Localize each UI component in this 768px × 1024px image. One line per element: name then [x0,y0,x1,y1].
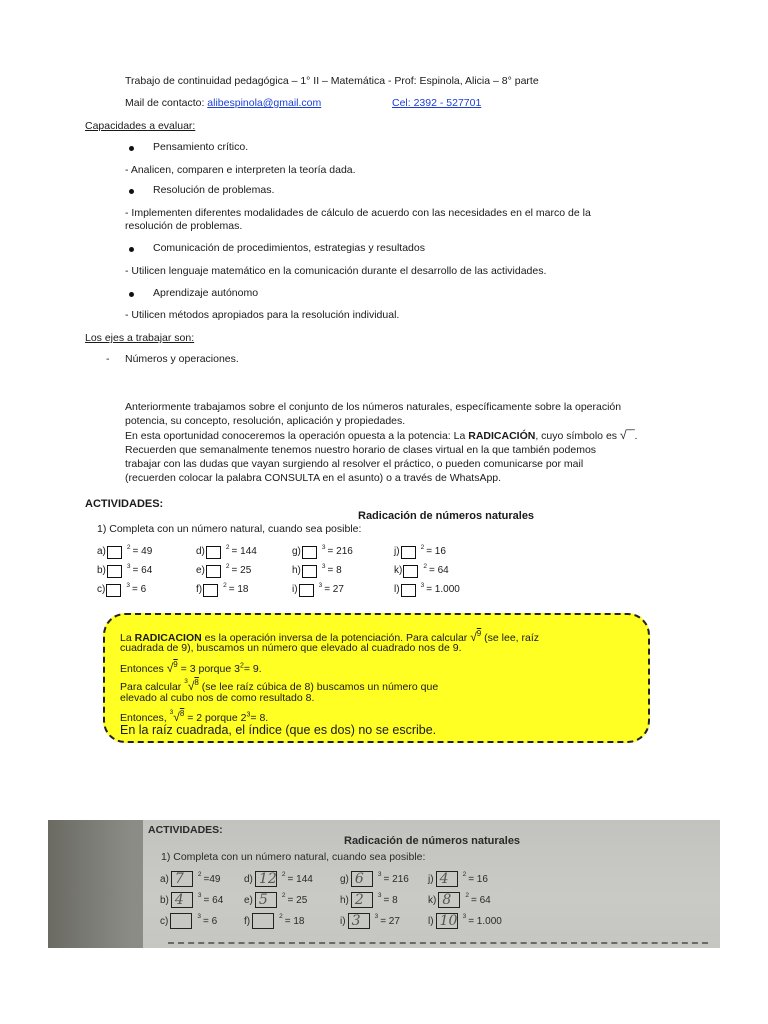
exercise-label: k) [428,895,437,906]
handwritten-answer: 2 [354,892,364,909]
intro-line: En esta oportunidad conoceremos la operación opuesta a la potencia: La RADICACIÓN, cuyo símbolo es √‾‾. [125,428,638,442]
photo-exercise-item [340,887,398,909]
exercise-label: d) [244,874,253,885]
photo-exercise-item [340,908,400,930]
exponent: 3 [126,563,131,570]
exercise-result: = 1.000 [426,584,460,596]
exercise-result: = 16 [468,874,488,885]
sqrt-9-symbol: √$^9$ [166,660,178,675]
cbrt-8-symbol: $^3$√$^8$ [169,709,185,724]
exponent: 3 [377,871,382,878]
capacidades-title: Capacidades a evaluar: [85,120,196,132]
exercise-item [196,579,249,596]
exercise-label: d) [196,546,205,558]
exercise-label: c) [160,916,169,927]
exercise-result: = 64 [132,565,153,577]
exponent: 2 [465,892,469,899]
exercise-item [196,541,257,558]
exercise-item [394,560,449,577]
intro-line: (recuerden colocar la palabra CONSULTA en el asunto) o a través de WhatsApp. [125,472,502,484]
answer-box[interactable] [206,565,221,578]
exponent: 3 [197,913,201,920]
photo-instruction: 1) Completa con un número natural, cuando sea posible: [161,851,426,863]
exercise-item [97,579,147,596]
exponent: 3 [462,913,467,920]
bullet [129,247,134,252]
photo-exercise-item [428,866,488,888]
handwritten-answer: 3 [351,913,361,930]
exercise-result: = 27 [324,584,344,596]
exercise-result: = 64 [203,895,224,906]
exercise-label: i) [340,916,346,927]
exercise-result: = 49 [132,546,153,558]
exercise-label: l) [394,584,400,596]
handwritten-answer-box [351,871,373,887]
exercise-result: = 144 [287,874,313,885]
photo-title: ACTIVIDADES: [148,824,223,836]
photo-subtitle: Radicación de números naturales [344,835,521,847]
exercise-label: f) [196,584,203,596]
exercise-result: = 16 [426,546,446,558]
handwritten-answer: 10 [439,913,458,930]
answer-box[interactable] [106,584,121,597]
capacidad-3-detail: - Utilicen lenguaje matemático en la comunicación durante el desarrollo de las actividades. [125,265,547,277]
capacidad-1: Pensamiento crítico. [153,141,249,153]
capacidad-2: Resolución de problemas. [153,184,275,196]
exponent: 2 [225,544,230,551]
answer-box[interactable] [299,584,314,597]
answer-box[interactable] [107,546,122,559]
handwritten-answer-box [171,892,193,908]
ejes-title: Los ejes a trabajar son: [85,332,195,344]
exercise-item [97,541,153,558]
root-symbol: √‾‾ [619,428,635,442]
answer-box[interactable] [302,565,317,578]
bullet [129,146,134,151]
sqrt-9-symbol: √$^9$ [470,629,482,644]
phone-link[interactable]: Cel: 2392 - 527701 [392,97,482,109]
exercise-label: j) [428,874,434,885]
exercise-label: h) [292,565,301,577]
exercise-result: = 64 [428,565,449,577]
exercise-label: c) [97,584,106,596]
exponent: 2 [279,913,283,920]
note-line: elevado al cubo nos de como resultado 8. [120,692,315,704]
handwritten-answer: 8 [442,892,452,909]
photo-exercise-item [244,908,304,926]
exercise-item [292,579,344,596]
exponent: 3 [126,582,130,589]
exponent: 2 [225,563,230,570]
answer-box[interactable] [401,584,416,597]
exponent: 3 [318,582,323,589]
ejes-dash: - [106,353,110,365]
exercise-label: a) [160,874,169,885]
mail-label: Mail de contacto: [125,97,208,109]
handwritten-answer-box [438,892,460,908]
answer-box[interactable] [206,546,221,559]
handwritten-answer-box [252,913,274,929]
exercise-item [394,579,460,596]
actividades-title: ACTIVIDADES: [85,498,164,510]
mail-link[interactable]: alibespinola@gmail.com [207,97,322,109]
photo-exercise-item [160,908,217,926]
answer-box[interactable] [107,565,122,578]
note-line: cuadrada de 9), buscamos un número que elevado al cuadrado nos de 9. [120,642,462,654]
exponent: 2 [126,544,131,551]
exercise-result: =49 [203,874,221,885]
note-line: Entonces, $^3$√$^8$ = 2 porque $2^3= 8$. [120,709,269,724]
exponent: 3 [420,582,425,589]
exponent: 2 [462,871,467,878]
handwritten-answer: 7 [174,871,184,888]
exponent: 3 [321,563,326,570]
exercise-result: = 144 [231,546,257,558]
exercise-label: b) [97,565,106,577]
exponent: 2 [423,563,427,570]
exercise-result: = 216 [327,546,353,558]
photo-exercise-item [160,887,224,909]
worksheet-photo [48,820,720,948]
exercise-result: = 1.000 [468,916,502,927]
photo-dashed-edge [168,942,708,947]
capacidad-1-detail: - Analicen, comparen e interpreten la teoría dada. [125,164,356,176]
intro-line: potencia, su concepto, resolución, aplicación y propiedades. [125,415,406,427]
exponent: 2 [420,544,425,551]
ejes-item: Números y operaciones. [125,353,239,365]
handwritten-answer: 4 [439,871,449,888]
exercise-label: e) [244,895,253,906]
exercise-label: f) [244,916,251,927]
capacidad-2-detail: - Implementen diferentes modalidades de cálculo de acuerdo con las necesidades en el marco de la [125,207,591,219]
handwritten-answer-box [171,871,193,887]
photo-exercise-item [244,887,308,909]
exercise-result: = 27 [380,916,400,927]
handwritten-answer-box [170,913,192,929]
note-line: Entonces √$^9$ = 3 porque $3^2= 9$. [120,660,262,675]
answer-box[interactable] [302,546,317,559]
exponent: 3 [197,892,202,899]
exponent: 2 [197,871,202,878]
handwritten-answer-box [255,871,277,887]
photo-exercise-item [428,908,502,930]
exercise-result: = 25 [231,565,252,577]
exponent: 3 [321,544,326,551]
capacidad-4: Aprendizaje autónomo [153,287,259,299]
radicacion-term: RADICACION [134,632,202,644]
exercise-result: = 64 [470,895,491,906]
photo-exercise-item [160,866,221,888]
exercise-label: g) [340,874,349,885]
note-line: La RADICACION es la operación inversa de la potenciación. Para calcular √$^9$ (se lee, raíz [120,629,540,644]
handwritten-answer-box [255,892,277,908]
exponent: 2 [281,871,286,878]
handwritten-answer: 5 [258,892,268,909]
handwritten-answer-box [436,913,458,929]
answer-box[interactable] [401,546,416,559]
capacidad-4-detail: - Utilicen métodos apropiados para la resolución individual. [125,309,400,321]
actividades-subtitle: Radicación de números naturales [358,510,535,522]
exercise-result: = 8 [327,565,342,577]
bullet [129,189,134,194]
exercise-item [196,560,252,577]
exercise-label: g) [292,546,301,558]
exponent: 2 [281,892,286,899]
note-index-rule: En la raíz cuadrada, el índice (que es dos) no se escribe. [120,723,437,737]
intro-line: Anteriormente trabajamos sobre el conjunto de los números naturales, específicamente sobre la operación [125,401,622,413]
exercise-result: = 216 [383,874,409,885]
intro-line: Recuerden que semanalmente tenemos nuestro horario de clases virtual en la que también podemos [125,444,597,456]
actividades-instruction: 1) Completa con un número natural, cuando sea posible: [97,523,362,535]
photo-exercise-item [340,866,409,888]
answer-box[interactable] [203,584,218,597]
exercise-item [292,541,353,558]
capacidad-3: Comunicación de procedimientos, estrategias y resultados [153,242,425,254]
exercise-item [394,541,446,558]
exercise-label: e) [196,565,205,577]
exercise-result: = 6 [131,584,147,596]
bullet [129,292,134,297]
cbrt-8-symbol: $^3$√$^8$ [184,678,199,693]
exercise-item [97,560,153,577]
capacidad-2-detail-2: resolución de problemas. [125,220,243,232]
handwritten-answer: 12 [258,871,277,888]
contact-line [125,97,321,109]
handwritten-answer-box [348,913,370,929]
exercise-label: j) [394,546,400,558]
exponent: 3 [377,892,382,899]
exercise-label: b) [160,895,169,906]
handwritten-answer-box [436,871,458,887]
intro-line: trabajar con las dudas que vayan surgiendo al resolver el práctico, o pueden comunicarse por mail [125,458,584,470]
exercise-label: k) [394,565,403,577]
exercise-label: a) [97,546,106,558]
exercise-label: h) [340,895,349,906]
exercise-result: = 6 [202,916,218,927]
radicacion-note [103,613,650,743]
note-line: Para calcular $^3$√$^8$ (se lee raíz cúbica de 8) buscamos un número que [120,678,439,693]
exercise-label: l) [428,916,434,927]
exercise-result: = 8 [383,895,398,906]
exercise-result: = 18 [228,584,249,596]
handwritten-answer: 4 [174,892,184,909]
radicacion-term: RADICACIÓN [468,430,536,442]
exponent: 2 [223,582,227,589]
exercise-result: = 25 [287,895,308,906]
handwritten-answer-box [351,892,373,908]
exercise-label: i) [292,584,298,596]
answer-box[interactable] [403,565,418,578]
intro-paragraph [125,400,637,485]
exercise-result: = 18 [284,916,305,927]
photo-exercise-item [428,887,491,909]
exponent: 3 [374,913,379,920]
handwritten-answer: 6 [354,871,364,888]
exercise-item [292,560,342,577]
photo-exercise-item [244,866,313,888]
header-title: Trabajo de continuidad pedagógica – 1° II – Matemática - Prof: Espinola, Alicia – 8° parte [125,75,539,87]
